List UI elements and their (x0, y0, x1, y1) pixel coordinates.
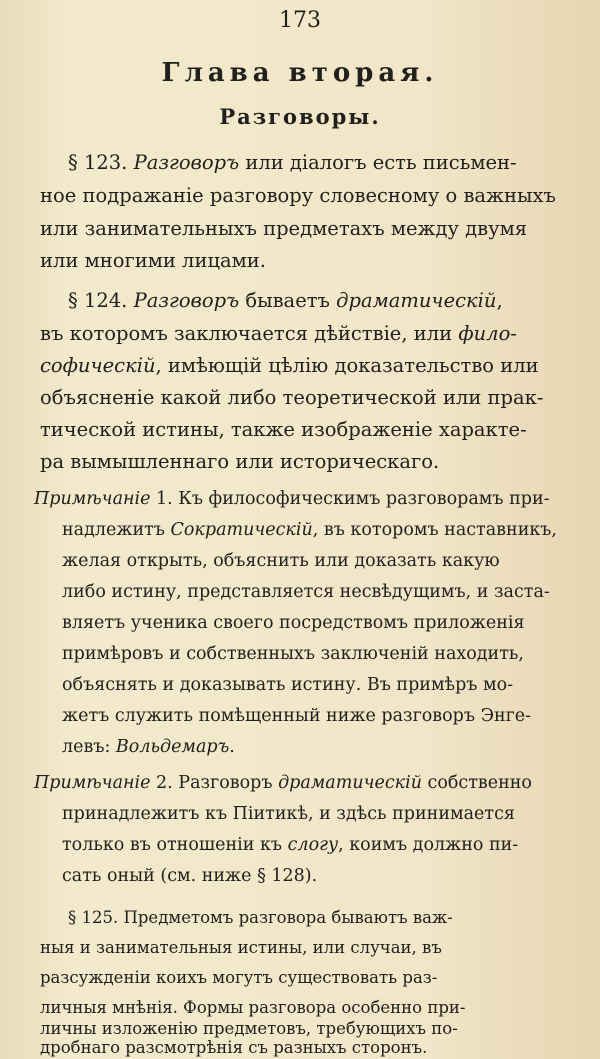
text-run: ра вымышленнаго или историческаго. (40, 450, 440, 473)
text-run: сать оный (см. ниже § 128). (62, 866, 318, 886)
text-run: или занимательныхъ предметахъ между двумя (40, 217, 528, 240)
text-run-italic: софическій (40, 354, 156, 377)
text-run: тической истины, также изображеніе характе- (40, 418, 527, 441)
text-run: § 125. Предметомъ разговора бываютъ важ- (68, 908, 453, 927)
text-line (62, 615, 525, 633)
text-run-italic: Примѣчаніе (34, 489, 151, 509)
text-line (62, 646, 524, 664)
text-run-italic: слогу (287, 835, 339, 855)
text-run: , въ которомъ наставникъ, (312, 520, 557, 540)
text-line (68, 153, 517, 173)
text-run: собственно (421, 773, 532, 793)
text-run: жетъ служить помѣщенный ниже разговоръ Энге- (62, 706, 532, 726)
text-run-italic: драматическій (278, 773, 422, 793)
text-run: ныя и занимательныя истины, или случаи, въ (40, 938, 442, 957)
text-line (40, 388, 543, 408)
text-run: дробнаго разсмотрѣнія съ разныхъ сторонъ. (40, 1038, 428, 1057)
text-line (62, 806, 515, 824)
text-run-italic: Примѣчаніе (34, 773, 151, 793)
text-run: разсужденіи коихъ могутъ существовать раз- (40, 968, 438, 987)
text-line (40, 356, 539, 376)
text-run-italic: драматическій (336, 289, 497, 312)
text-run-italic: Вольдемаръ (115, 737, 230, 757)
text-line (40, 1000, 466, 1017)
text-line (62, 522, 557, 540)
text-run: или многими лицами. (40, 249, 266, 272)
text-line (62, 868, 317, 886)
text-run: , коимъ должно пи- (338, 835, 519, 855)
text-run: или діалогъ есть письмен- (239, 151, 517, 174)
page-number: 173 (279, 8, 321, 33)
text-run: ное подражаніе разговору словесному о важныхъ (40, 184, 556, 207)
text-line (40, 1021, 458, 1038)
text-run-italic: Сократическій (170, 520, 313, 540)
text-line (62, 584, 550, 602)
text-run: принадлежитъ къ Піитикѣ, и здѣсь принимается (62, 804, 515, 824)
text-line (40, 219, 527, 239)
text-line (62, 739, 235, 757)
text-run: надлежитъ (62, 520, 171, 540)
text-run: объяснять и доказывать истину. Въ примѣръ мо- (62, 675, 514, 695)
text-line (40, 970, 437, 987)
text-line (40, 940, 442, 957)
text-run: вляетъ ученика своего посредствомъ приложенія (62, 613, 525, 633)
text-run: левъ: (62, 737, 116, 757)
text-line (62, 708, 531, 726)
chapter-title: Глава вторая. (161, 58, 439, 88)
text-run: либо истину, представляется несвѣдущимъ, и заста- (62, 582, 550, 602)
text-run: 1. Къ философическимъ разговорамъ при- (150, 489, 550, 509)
text-line (68, 910, 453, 927)
text-line (68, 291, 503, 311)
text-run: въ которомъ заключается дѣйствіе, или (40, 322, 459, 345)
text-run: объясненіе какой либо теоретической или прак- (40, 386, 544, 409)
text-run-italic: Разговоръ (133, 151, 240, 174)
text-run: только въ отношеніи къ (62, 835, 288, 855)
text-run: личныя мнѣнія. Формы разговора особенно при- (40, 998, 466, 1017)
text-run: бываетъ (239, 289, 337, 312)
text-run: 2. Разговоръ (150, 773, 279, 793)
text-line (40, 324, 517, 344)
text-line (34, 491, 550, 509)
section-title: Разговоры. (219, 104, 381, 129)
text-run: § 123. (68, 151, 134, 174)
text-run: желая открыть, объяснить или доказать какую (62, 551, 500, 571)
text-run-italic: фило- (458, 322, 517, 345)
text-line (40, 251, 266, 271)
text-run-italic: Разговоръ (133, 289, 240, 312)
text-run: , (496, 289, 503, 312)
text-line (34, 775, 532, 793)
text-run: . (229, 737, 235, 757)
text-line (40, 420, 527, 440)
text-run: примѣровъ и собственныхъ заключеній находить, (62, 644, 524, 664)
text-run: , имѣющій цѣлію доказательство или (155, 354, 539, 377)
text-run: личны изложенію предметовъ, требующихъ по- (40, 1019, 458, 1038)
text-line (62, 553, 500, 571)
text-line (62, 677, 513, 695)
text-line (62, 837, 518, 855)
text-line (40, 186, 556, 206)
text-line (40, 1040, 427, 1057)
text-run: § 124. (68, 289, 134, 312)
text-line (40, 452, 439, 472)
